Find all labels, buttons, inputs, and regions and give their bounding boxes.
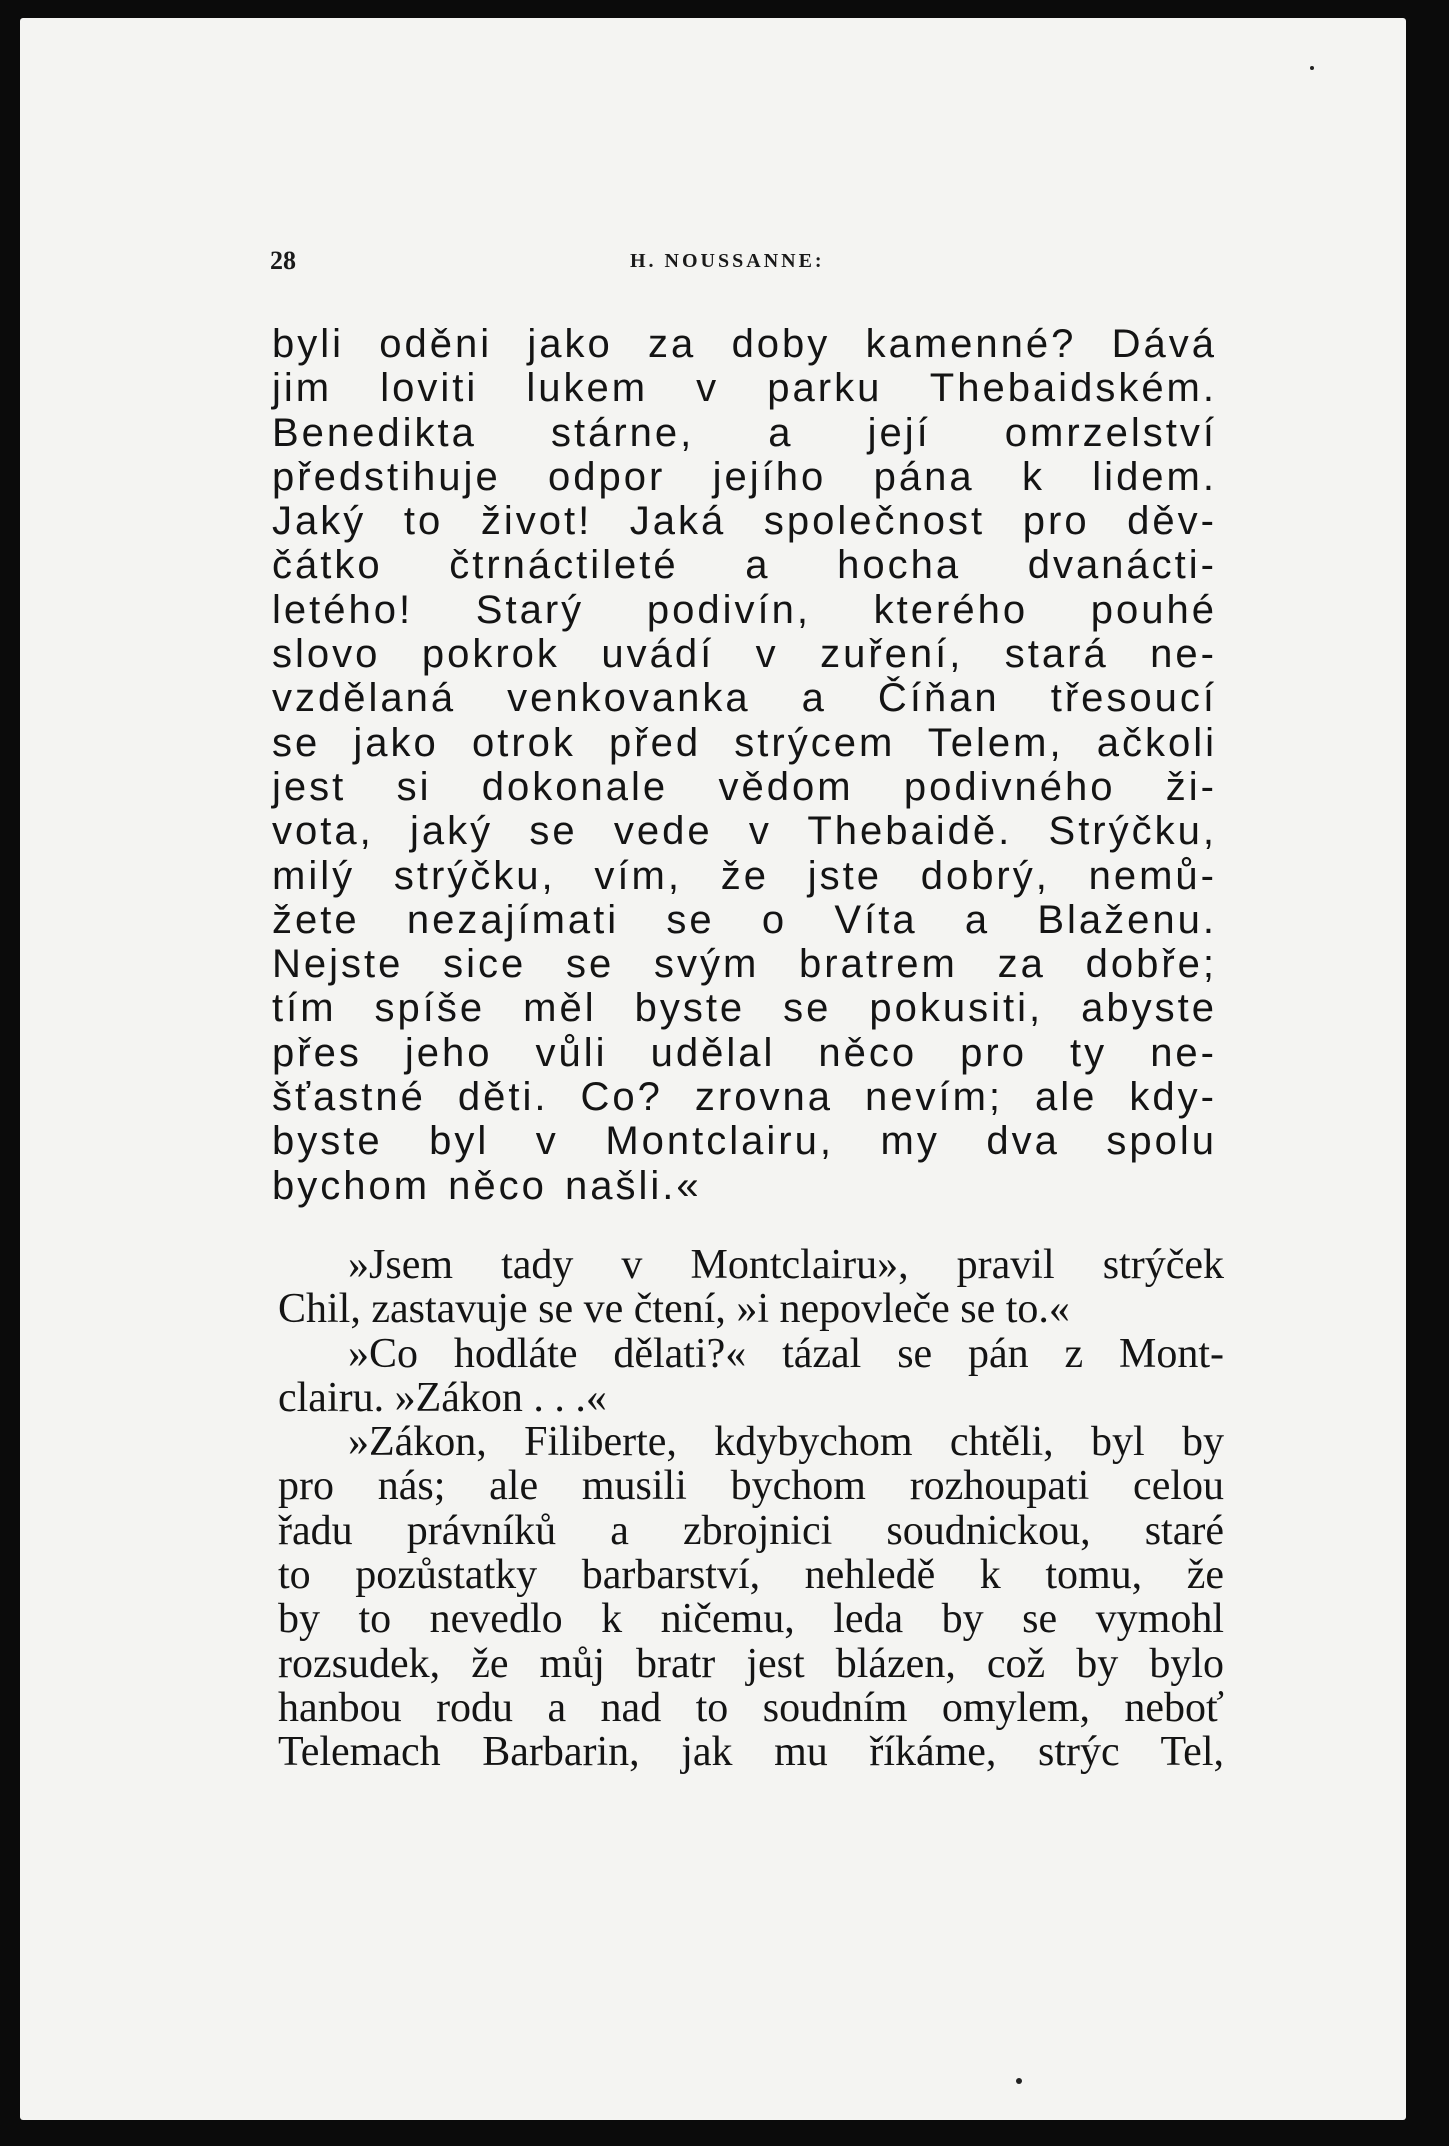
text-line: rozsudek, že můj bratr jest blázen, což by bylo xyxy=(278,1640,1224,1687)
text-line: řadu právníků a zbrojnici soudnickou, staré xyxy=(278,1507,1224,1554)
text-line: přes jeho vůli udělal něco pro ty ne- xyxy=(272,1030,1217,1075)
page-number: 28 xyxy=(270,246,296,275)
text-line: šťastné děti. Co? zrovna nevím; ale kdy- xyxy=(272,1075,1217,1120)
text-line: letého! Starý podivín, kterého pouhé xyxy=(272,587,1217,632)
text-line: bychom něco našli.« xyxy=(272,1163,702,1208)
text-line: předstihuje odpor jejího pána k lidem. xyxy=(272,454,1217,499)
text-line: Chil, zastavuje se ve čtení, »i nepovleče se to.« xyxy=(278,1286,1070,1333)
paragraph-law-reply xyxy=(278,1420,1224,1774)
text-line: jest si dokonale vědom podivného ži- xyxy=(272,764,1217,809)
text-line: Benedikta stárne, a její omrzelství xyxy=(272,410,1217,455)
ink-speck xyxy=(1016,2078,1022,2084)
text-line: byli oděni jako za doby kamenné? Dává xyxy=(272,322,1217,366)
text-line: vzdělaná venkovanka a Číňan třesoucí xyxy=(272,676,1217,721)
text-line: jim loviti lukem v parku Thebaidském. xyxy=(272,366,1217,411)
text-line: »Jsem tady v Montclairu», pravil strýček xyxy=(348,1242,1224,1288)
text-line: milý strýčku, vím, že jste dobrý, nemů- xyxy=(272,853,1217,898)
text-line: Nejste sice se svým bratrem za dobře; xyxy=(272,942,1217,987)
text-line: tím spíše měl byste se pokusiti, abyste xyxy=(272,986,1217,1031)
dialogue-section xyxy=(278,1243,1224,1775)
paragraph-question xyxy=(278,1332,1224,1421)
text-line: hanbou rodu a nad to soudním omylem, neboť xyxy=(278,1684,1224,1731)
text-line: slovo pokrok uvádí v zuření, stará ne- xyxy=(272,632,1217,677)
ink-speck xyxy=(1310,66,1314,70)
text-line: byste byl v Montclairu, my dva spolu xyxy=(272,1119,1217,1164)
letter-quote-paragraph xyxy=(272,322,1217,1208)
text-line: čátko čtrnáctileté a hocha dvanácti- xyxy=(272,543,1217,588)
text-line: by to nevedlo k ničemu, leda by se vymohl xyxy=(278,1596,1224,1643)
running-head xyxy=(270,246,1220,286)
text-line: Jaký to život! Jaká společnost pro děv- xyxy=(272,499,1217,544)
text-line: »Co hodláte dělati?« tázal se pán z Mont- xyxy=(348,1330,1224,1377)
text-line: to pozůstatky barbarství, nehledě k tomu, že xyxy=(278,1552,1224,1599)
text-line: pro nás; ale musili bychom rozhoupati celou xyxy=(278,1463,1224,1510)
paragraph-uncle-chil-reply xyxy=(278,1243,1224,1332)
text-line: vota, jaký se vede v Thebaidě. Strýčku, xyxy=(272,809,1217,854)
text-line: clairu. »Zákon . . .« xyxy=(278,1374,607,1421)
text-line: žete nezajímati se o Víta a Blaženu. xyxy=(272,897,1217,942)
text-line: se jako otrok před strýcem Telem, ačkoli xyxy=(272,720,1217,765)
text-line: Telemach Barbarin, jak mu říkáme, strýc Tel, xyxy=(278,1729,1224,1776)
text-line: »Zákon, Filiberte, kdybychom chtěli, byl by xyxy=(348,1419,1224,1466)
running-title: H. NOUSSANNE: xyxy=(630,250,825,272)
